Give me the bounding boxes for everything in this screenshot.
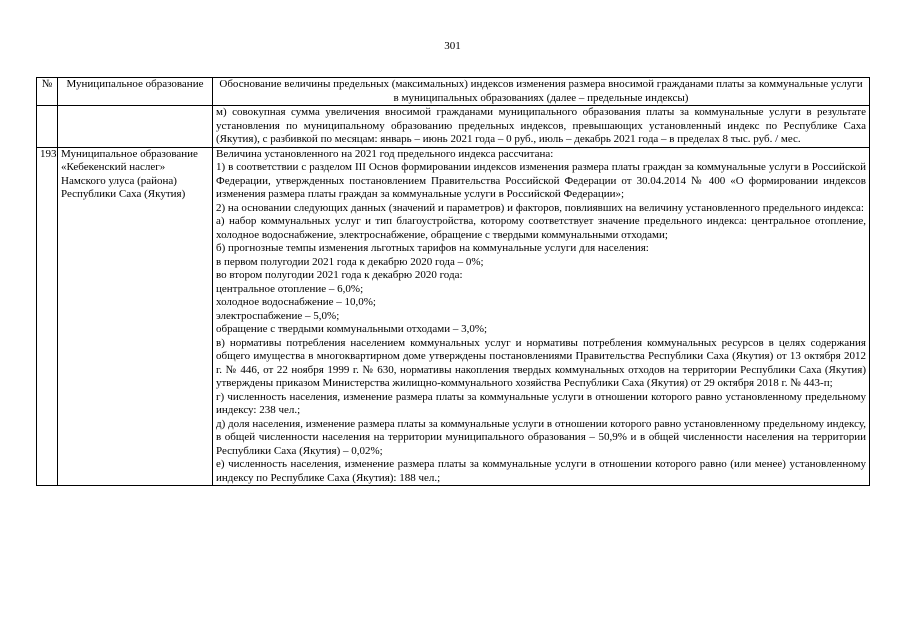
table-header-row (37, 78, 870, 106)
justification-paragraph: б) прогнозные темпы изменения льготных тарифов на коммунальные услуги для населения: (216, 242, 649, 254)
row-number (37, 106, 58, 148)
table-row (37, 106, 870, 148)
justification-paragraph: д) доля населения, изменение размера платы за коммунальные услуги в отношении которого равно установленному предельному индексу, в общей численности населения на территории муниципального образования – 50,9% и в общей численности населения на территории Республики Саха (Якутия) – 0,02%; (216, 417, 866, 457)
justification-paragraph: е) численность населения, изменение размера платы за коммунальные услуги в отношении которого равно (или менее) установленному индексу по Республике Саха (Якутия): 188 чел.; (216, 458, 866, 484)
page-number: 301 (444, 40, 461, 52)
justification-paragraph: в первом полугодии 2021 года к декабрю 2020 года – 0%; (216, 255, 484, 268)
justification-paragraph: 2) на основании следующих данных (значений и параметров) и факторов, повлиявших на величину установленного предельного индекса: (216, 201, 864, 214)
justification-paragraph: Величина установленного на 2021 год предельного индекса рассчитана: (216, 147, 554, 160)
row-justification (213, 106, 870, 148)
justification-paragraph: холодное водоснабжение – 10,0%; (216, 296, 376, 308)
row-justification (213, 147, 870, 486)
justification-paragraph: г) численность населения, изменение размера платы за коммунальные услуги в отношении которого равно установленному предельному индексу: 238 чел.; (216, 390, 866, 416)
justification-paragraph: а) набор коммунальных услуг и тип благоустройства, которому соответствует значение предельного индекса: центральное отопление, холодное водоснабжение, электроснабжение, обращение с твердыми коммунальными отходами; (216, 215, 866, 241)
header-municipality: Муниципальное образование (58, 78, 213, 106)
justification-paragraph: центральное отопление – 6,0%; (216, 282, 364, 295)
row-municipality (58, 106, 213, 148)
justification-paragraph: м) совокупная сумма увеличения вносимой гражданами муниципального образования платы за коммунальные услуги в результате установления по муниципальному образованию предельных индексов, превышающих установленный индекс по Республике Саха (Якутия), с разбивкой по месяцам: январь – июнь 2021 года – 0 руб., июль – декабрь 2021 года – в пределах 8 тыс. руб. / мес. (216, 106, 866, 145)
justification-paragraph: во втором полугодии 2021 года к декабрю 2020 года: (216, 269, 463, 281)
justification-table (36, 77, 870, 486)
justification-paragraph: в) нормативы потребления населением коммунальных услуг и нормативы потребления коммунальных ресурсов в целях содержания общего имущества в многоквартирном доме утверждены постановлениями Правительства Республики Саха (Якутия) от 13 октября 2012 г. № 446, от 22 ноября 1999 г. № 630, нормативы накопления твердых коммунальных отходов на территории Республики Саха (Якутия) утверждены приказом Министерства жилищно-коммунального хозяйства Республики Саха (Якутия) от 29 октября 2018 г. № 443-п; (216, 336, 866, 389)
table-row (37, 147, 870, 486)
row-number: 193 (37, 147, 58, 486)
row-municipality: Муниципальное образование «Кебекенский наслег» Намского улуса (района) Республики Саха (Якутия) (58, 147, 213, 486)
justification-paragraph: обращение с твердыми коммунальными отходами – 3,0%; (216, 323, 488, 335)
header-justification: Обоснование величины предельных (максимальных) индексов изменения размера вносимой гражданами платы за коммунальные услуги в муниципальных образованиях (далее – предельные индексы) (213, 78, 870, 106)
justification-paragraph: 1) в соответствии с разделом III Основ формировании индексов изменения размера платы граждан за коммунальные услуги в Российской Федерации, утвержденных постановлением Правительства Российской Федерации от 30.04.2014 № 400 «О формировании индексов изменения размера платы граждан за коммунальные услуги в Российской Федерации»; (216, 161, 866, 200)
header-number: № (37, 78, 58, 106)
justification-paragraph: электроспабжение – 5,0%; (216, 309, 340, 322)
